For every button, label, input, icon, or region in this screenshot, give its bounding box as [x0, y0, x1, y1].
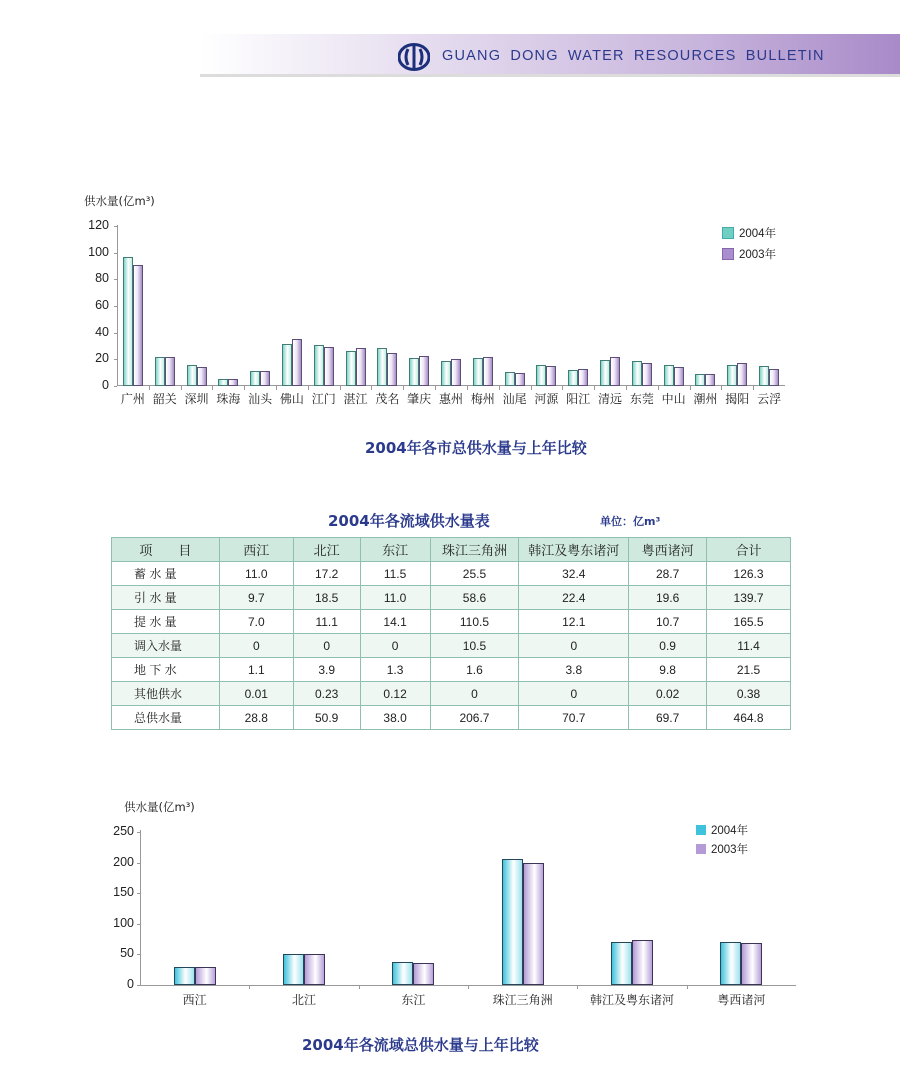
y-tick-label: 150 — [113, 885, 134, 900]
table-cell: 10.7 — [629, 610, 707, 634]
table-row — [112, 586, 791, 610]
x-category-label: 西江 — [182, 993, 207, 1007]
x-category-label: 佛山 — [279, 392, 304, 406]
x-category-label: 东莞 — [629, 392, 654, 406]
bar-2004 — [568, 370, 578, 386]
bar-2003 — [419, 356, 429, 386]
bar-2004 — [536, 365, 546, 386]
bar-2004 — [759, 366, 769, 386]
table-unit: 单位：亿m³ — [600, 515, 661, 528]
bar-2003 — [610, 357, 620, 386]
table-cell: 0 — [519, 634, 629, 658]
table-cell: 38.0 — [360, 706, 430, 730]
bar-2003 — [523, 863, 544, 985]
y-tick-label: 200 — [113, 854, 134, 869]
bar-2004 — [377, 348, 387, 386]
y-tick-label: 0 — [102, 378, 109, 392]
bar-2003 — [387, 353, 397, 386]
table-cell: 0 — [360, 634, 430, 658]
table-cell: 0.02 — [629, 682, 707, 706]
bar-2004 — [720, 942, 741, 985]
table-cell: 206.7 — [430, 706, 519, 730]
bar-2004 — [155, 357, 165, 386]
x-tick-mark — [687, 985, 688, 989]
bar-2003 — [356, 348, 366, 386]
bar-2003 — [705, 374, 715, 386]
table-cell: 32.4 — [519, 562, 629, 586]
table-cell: 28.8 — [219, 706, 293, 730]
bar-2003 — [228, 379, 238, 386]
bar-2003 — [165, 357, 175, 386]
chart1-plot-area — [117, 226, 785, 386]
table-row — [112, 610, 791, 634]
x-category-label: 中山 — [661, 392, 686, 406]
table-body — [112, 562, 791, 730]
table-column-header: 东江 — [360, 538, 430, 562]
x-category-label: 北江 — [291, 993, 316, 1007]
table-cell: 14.1 — [360, 610, 430, 634]
table-cell: 21.5 — [707, 658, 791, 682]
table-cell: 25.5 — [430, 562, 519, 586]
bar-2003 — [260, 371, 270, 386]
chart1-ylabel: 供水量(亿m³) — [84, 194, 155, 208]
table-title: 2004年各流域供水量表 — [328, 512, 490, 530]
x-category-label: 梅州 — [470, 392, 495, 406]
y-tick-label: 50 — [120, 946, 134, 961]
table-cell: 110.5 — [430, 610, 519, 634]
legend-label: 2003年 — [739, 249, 777, 261]
bar-2003 — [546, 366, 556, 386]
x-category-label: 江门 — [311, 392, 336, 406]
table-cell: 1.6 — [430, 658, 519, 682]
x-tick-mark — [359, 985, 360, 989]
table-cell: 12.1 — [519, 610, 629, 634]
legend-label: 2004年 — [739, 228, 777, 240]
bar-2004 — [218, 379, 228, 386]
bar-2003 — [632, 940, 653, 985]
x-category-label: 珠江三角洲 — [492, 993, 553, 1007]
table-column-header: 珠江三角洲 — [430, 538, 519, 562]
table-row-label: 调入水量 — [112, 634, 220, 658]
x-category-label: 韩江及粤东诸河 — [589, 993, 674, 1007]
y-tick-label: 100 — [113, 915, 134, 930]
x-category-label: 潮州 — [693, 392, 718, 406]
bar-2004 — [314, 345, 324, 386]
table-cell: 165.5 — [707, 610, 791, 634]
x-category-label: 韶关 — [152, 392, 177, 406]
legend-label: 2004年 — [711, 825, 749, 837]
bar-2003 — [515, 373, 525, 386]
table-cell: 7.0 — [219, 610, 293, 634]
bar-2003 — [674, 367, 684, 386]
bar-2004 — [632, 361, 642, 386]
table-row-label: 总供水量 — [112, 706, 220, 730]
legend-swatch-2004 — [722, 227, 734, 239]
table-cell: 0 — [430, 682, 519, 706]
table-row — [112, 682, 791, 706]
y-tick-label: 100 — [88, 244, 109, 259]
x-category-label: 阳江 — [566, 392, 591, 406]
table-cell: 0.9 — [629, 634, 707, 658]
legend-label: 2003年 — [711, 844, 749, 856]
table-cell: 464.8 — [707, 706, 791, 730]
bar-2004 — [664, 365, 674, 386]
bar-2004 — [187, 365, 197, 386]
basin-supply-table — [111, 537, 791, 730]
table-cell: 0 — [293, 634, 360, 658]
table-cell: 126.3 — [707, 562, 791, 586]
table-cell: 0.23 — [293, 682, 360, 706]
y-tick-label: 60 — [95, 298, 109, 312]
table-header-row — [112, 538, 791, 562]
x-category-label: 清远 — [598, 392, 623, 406]
bar-2003 — [304, 954, 325, 985]
bulletin-title: GUANG DONG WATER RESOURCES BULLETIN — [442, 48, 825, 64]
chart1-legend-2003 — [722, 246, 776, 262]
table-cell: 9.7 — [219, 586, 293, 610]
table-cell: 70.7 — [519, 706, 629, 730]
x-category-label: 汕尾 — [502, 392, 527, 406]
bar-2003 — [451, 359, 461, 386]
table-cell: 28.7 — [629, 562, 707, 586]
bar-2004 — [174, 967, 195, 985]
y-tick-label: 20 — [95, 351, 109, 366]
x-tick-mark — [468, 985, 469, 989]
bar-2004 — [505, 372, 515, 386]
table-row-label: 蓄 水 量 — [112, 562, 220, 586]
x-category-label: 粤西诸河 — [717, 993, 766, 1007]
table-row — [112, 706, 791, 730]
table-row-label: 提 水 量 — [112, 610, 220, 634]
chart2-ylabel: 供水量(亿m³) — [124, 800, 195, 814]
table-column-header: 韩江及粤东诸河 — [519, 538, 629, 562]
y-tick-label: 80 — [95, 271, 109, 286]
y-tick-label: 120 — [88, 218, 109, 232]
table-cell: 10.5 — [430, 634, 519, 658]
x-category-label: 深圳 — [184, 392, 209, 406]
bar-2004 — [727, 365, 737, 386]
bar-2003 — [769, 369, 779, 386]
table-cell: 11.1 — [293, 610, 360, 634]
bar-2003 — [483, 357, 493, 386]
x-category-label: 揭阳 — [725, 392, 750, 406]
table-cell: 22.4 — [519, 586, 629, 610]
x-category-label: 汕头 — [248, 392, 273, 406]
x-tick-mark — [577, 985, 578, 989]
table-row — [112, 634, 791, 658]
x-category-label: 湛江 — [343, 392, 368, 406]
chart2-legend-2004 — [696, 822, 748, 838]
legend-swatch-2004 — [696, 825, 706, 835]
bar-2003 — [292, 339, 302, 386]
bar-2004 — [282, 344, 292, 386]
x-category-label: 珠海 — [216, 392, 241, 406]
bar-2004 — [346, 351, 356, 386]
legend-swatch-2003 — [722, 248, 734, 260]
chart1-legend-2004 — [722, 225, 776, 241]
table-cell: 0.01 — [219, 682, 293, 706]
table-cell: 1.1 — [219, 658, 293, 682]
x-category-label: 东江 — [401, 993, 426, 1007]
bar-2003 — [737, 363, 747, 386]
table-column-header: 西江 — [219, 538, 293, 562]
bar-2004 — [283, 954, 304, 985]
x-category-label: 肇庆 — [407, 392, 432, 406]
table-column-header: 粤西诸河 — [629, 538, 707, 562]
table-column-header: 合计 — [707, 538, 791, 562]
bar-2003 — [741, 943, 762, 985]
table-cell: 11.4 — [707, 634, 791, 658]
table-cell: 19.6 — [629, 586, 707, 610]
bar-2004 — [611, 942, 632, 985]
bar-2003 — [413, 963, 434, 985]
bar-2004 — [409, 358, 419, 386]
legend-swatch-2003 — [696, 844, 706, 854]
y-tick-label: 250 — [113, 824, 134, 838]
bar-2004 — [600, 360, 610, 386]
y-tick-label: 40 — [95, 324, 109, 339]
chart1-caption: 2004年各市总供水量与上年比较 — [365, 439, 587, 457]
bar-2004 — [502, 859, 523, 986]
table-column-header: 北江 — [293, 538, 360, 562]
x-category-label: 云浮 — [757, 392, 782, 406]
table-cell: 11.0 — [360, 586, 430, 610]
table-cell: 1.3 — [360, 658, 430, 682]
table-cell: 17.2 — [293, 562, 360, 586]
chart2-caption: 2004年各流域总供水量与上年比较 — [302, 1036, 539, 1054]
bar-2004 — [473, 358, 483, 386]
x-tick-mark — [249, 985, 250, 989]
table-row — [112, 658, 791, 682]
table-cell: 0 — [219, 634, 293, 658]
bar-2003 — [133, 265, 143, 386]
y-tick-mark — [114, 386, 117, 387]
table-cell: 50.9 — [293, 706, 360, 730]
x-category-label: 河源 — [534, 392, 559, 406]
table-cell: 0.38 — [707, 682, 791, 706]
table-cell: 18.5 — [293, 586, 360, 610]
bar-2004 — [441, 361, 451, 386]
y-tick-label: 0 — [127, 977, 134, 991]
table-cell: 69.7 — [629, 706, 707, 730]
table-cell: 9.8 — [629, 658, 707, 682]
table-cell: 139.7 — [707, 586, 791, 610]
table-cell: 3.8 — [519, 658, 629, 682]
bar-2004 — [123, 257, 133, 386]
bar-2003 — [642, 363, 652, 386]
bar-2003 — [197, 367, 207, 386]
table-cell: 0 — [519, 682, 629, 706]
table-row-label: 地 下 水 — [112, 658, 220, 682]
table-cell: 58.6 — [430, 586, 519, 610]
table-cell: 11.5 — [360, 562, 430, 586]
x-category-label: 广州 — [120, 392, 145, 406]
header-divider — [200, 74, 900, 77]
table-cell: 0.12 — [360, 682, 430, 706]
table-cell: 11.0 — [219, 562, 293, 586]
bar-2003 — [578, 369, 588, 386]
bar-2003 — [195, 967, 216, 985]
bar-2004 — [250, 371, 260, 386]
bar-2003 — [324, 347, 334, 386]
bar-2004 — [392, 962, 413, 985]
table-column-header: 项 目 — [112, 538, 220, 562]
table-cell: 3.9 — [293, 658, 360, 682]
table-row-label: 其他供水 — [112, 682, 220, 706]
bar-2004 — [695, 374, 705, 386]
chart2-legend-2003 — [696, 841, 748, 857]
x-category-label: 茂名 — [375, 392, 400, 406]
table-row-label: 引 水 量 — [112, 586, 220, 610]
x-category-label: 惠州 — [438, 392, 463, 406]
water-bureau-logo-icon — [398, 43, 430, 71]
table-row — [112, 562, 791, 586]
